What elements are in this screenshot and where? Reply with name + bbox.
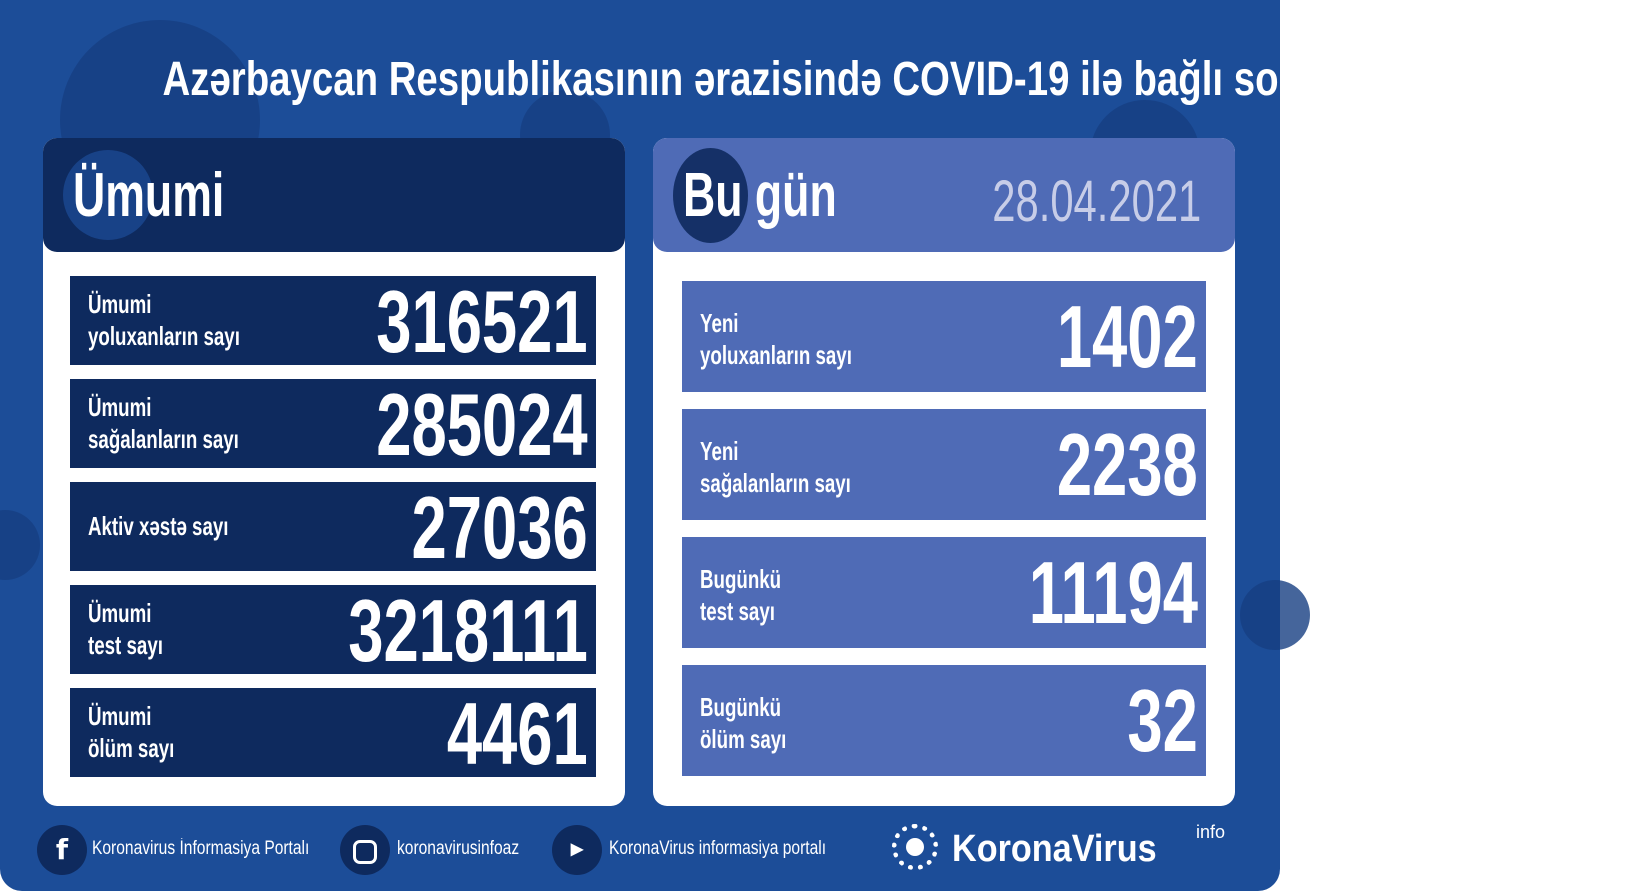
stat-value: 3218111	[348, 581, 588, 680]
stat-row	[682, 281, 1206, 392]
stat-label: Ümumi	[88, 701, 152, 731]
virus-decoration-icon	[1240, 580, 1310, 650]
stat-label: ölüm sayı	[700, 724, 787, 754]
stat-label: Bugünkü	[700, 564, 782, 594]
facebook-icon[interactable]: f	[37, 825, 87, 875]
stat-row	[70, 684, 596, 783]
total-header	[43, 138, 625, 252]
stat-label: sağalanların sayı	[700, 468, 851, 498]
logo-text: KoronaVirus	[952, 828, 1157, 870]
stat-label: sağalanların sayı	[88, 424, 239, 454]
instagram-icon[interactable]	[340, 825, 390, 875]
stat-row	[682, 537, 1206, 648]
stat-row	[70, 581, 596, 680]
youtube-link[interactable]: KoronaVirus informasiya portalı	[609, 838, 827, 859]
footer	[0, 820, 1280, 880]
stat-label: Ümumi	[88, 289, 152, 319]
virus-decoration-icon	[0, 510, 40, 580]
stat-row	[70, 375, 596, 474]
stat-row	[70, 478, 596, 577]
stat-value: 1402	[1057, 287, 1198, 386]
stat-row	[682, 665, 1206, 776]
stat-label: Yeni	[700, 308, 739, 338]
stat-label: Bugünkü	[700, 692, 782, 722]
stat-value: 27036	[411, 478, 588, 577]
stat-value: 4461	[447, 684, 588, 783]
stat-value: 316521	[376, 272, 588, 371]
stat-label: ölüm sayı	[88, 733, 175, 763]
stat-row	[70, 272, 596, 371]
stat-label: Ümumi	[88, 598, 152, 628]
total-heading: Ümumi	[73, 161, 225, 230]
page-title: Azərbaycan Respublikasının ərazisində COVID-19 ilə bağlı son vəziyyət	[162, 53, 1463, 106]
stat-label: test sayı	[88, 630, 163, 660]
stat-label: test sayı	[700, 596, 775, 626]
stat-value: 11194	[1028, 543, 1198, 642]
total-panel	[43, 138, 625, 806]
youtube-icon[interactable]: ▶	[552, 825, 602, 875]
stat-label: Yeni	[700, 436, 739, 466]
stat-label: yoluxanların sayı	[700, 340, 852, 370]
today-header	[653, 138, 1235, 252]
logo-sup: info	[1196, 822, 1226, 842]
stat-value: 2238	[1057, 415, 1198, 514]
sun-logo-icon	[892, 824, 938, 870]
stat-label: Ümumi	[88, 392, 152, 422]
stat-label: Aktiv xəstə sayı	[88, 511, 229, 541]
stat-row	[682, 409, 1206, 520]
today-heading: Bu gün	[683, 161, 837, 230]
stat-value: 32	[1127, 671, 1198, 770]
instagram-link[interactable]: koronavirusinfoaz	[397, 838, 520, 859]
facebook-link[interactable]: Koronavirus İnformasiya Portalı	[92, 838, 310, 859]
today-panel	[653, 138, 1235, 806]
stat-value: 285024	[376, 375, 588, 474]
date: 28.04.2021	[991, 169, 1201, 234]
stat-label: yoluxanların sayı	[88, 321, 240, 351]
